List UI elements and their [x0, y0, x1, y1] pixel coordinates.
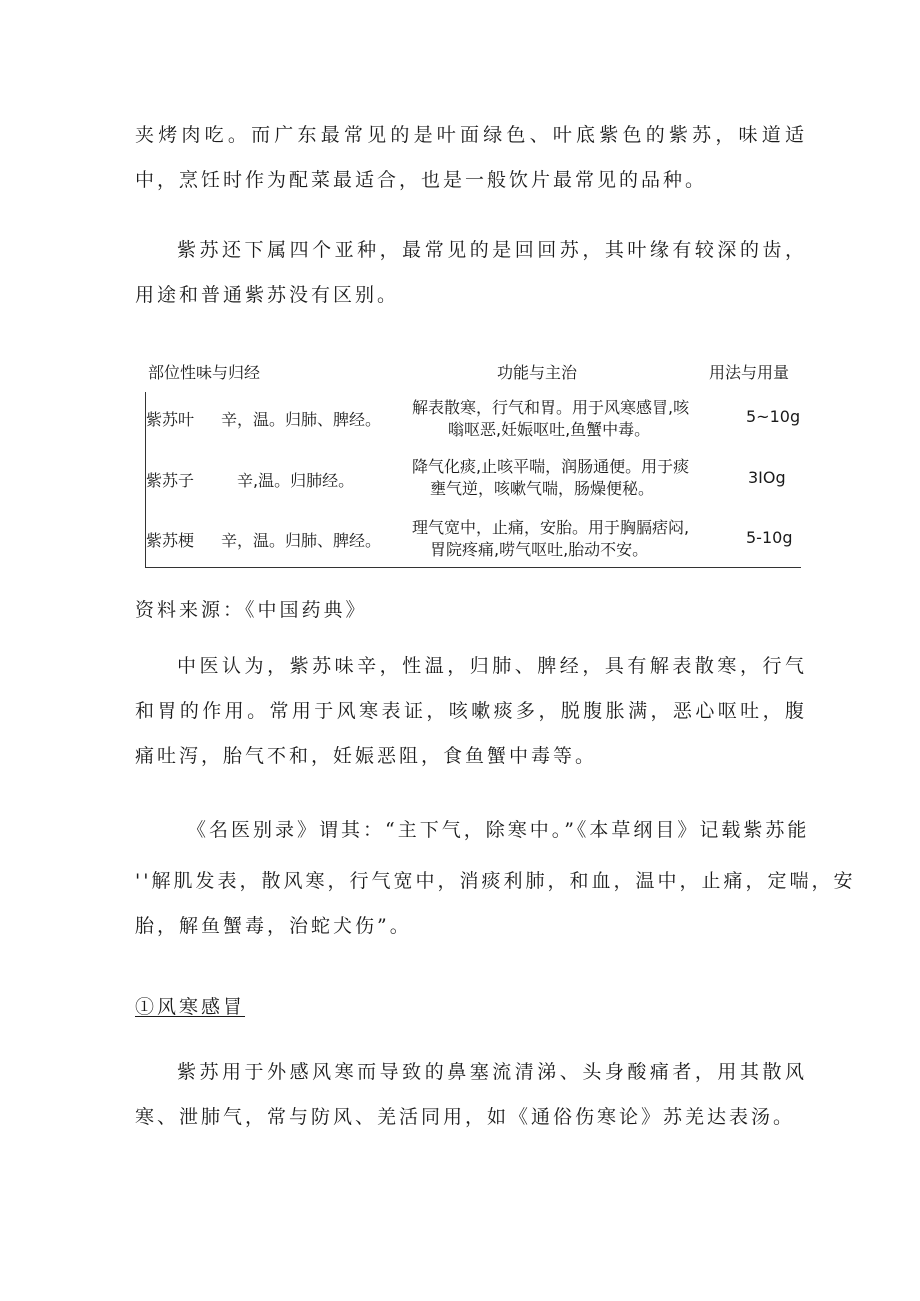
cell-function-line: 胃院疼痛,唠气呕吐,胎动不安。	[430, 540, 649, 559]
quote-line: 胎，解鱼蟹毒，治蛇犬伤”。	[135, 915, 412, 937]
table-header-part-taste: 部位性味与归经	[148, 363, 261, 382]
cell-function	[412, 397, 712, 441]
cell-function-line: 降气化痰,止咳平喘，润肠通便。用于痰	[412, 457, 690, 476]
table-header-usage: 用法与用量	[709, 363, 790, 382]
table-bottom-border	[145, 567, 801, 568]
quote-line: ''解肌发表，散风寒，行气宽中，消痰利肺，和血，温中，止痛，定喘，安	[135, 870, 856, 892]
body-paragraph: 紫苏还下属四个亚种，最常见的是回回苏，其叶缘有较深的齿，用途和普通紫苏没有区别。	[135, 239, 807, 306]
body-paragraph: 中医认为，紫苏味辛，性温，归肺、脾经，具有解表散寒，行气和胃的作用。常用于风寒表证，咳嗽痰多，脱腹胀满，恶心呕吐，腹痛吐泻，胎气不和，妊娠恶阻，食鱼蟹中毒等。	[135, 655, 807, 767]
cell-function-line: 壅气逆，咳嗽气喘，肠燥便秘。	[430, 479, 655, 498]
body-paragraph: 夹烤肉吃。而广东最常见的是叶面绿色、叶底紫色的紫苏，味道适中，烹饪时作为配菜最适合，也是一般饮片最常见的品种。	[135, 124, 807, 191]
cell-function	[412, 456, 712, 500]
cell-function-line: 嗡呕恶,妊娠呕吐,鱼蟹中毒。	[448, 420, 651, 439]
cell-function-line: 理气宽中，止痛，安胎。用于胸膈痞闷,	[412, 518, 690, 537]
table-header-function: 功能与主治	[497, 363, 578, 382]
cell-taste: 辛，温。归肺、脾经。	[221, 410, 382, 429]
cell-usage: 5-10g	[746, 528, 793, 547]
cell-function	[412, 517, 712, 561]
body-paragraph: 紫苏用于外感风寒而导致的鼻塞流清涕、头身酸痛者，用其散风寒、泄肺气，常与防风、羌活同用，如《通俗伤寒论》苏羌达表汤。	[135, 1061, 807, 1128]
cell-function-line: 解表散寒，行气和胃。用于风寒感冒,咳	[412, 398, 690, 417]
source-note: 资料来源：《中国药典》	[135, 599, 368, 621]
cell-part: 紫苏子	[146, 471, 195, 490]
cell-part: 紫苏梗	[146, 531, 195, 550]
cell-taste: 辛，温。归肺、脾经。	[221, 531, 382, 550]
cell-usage: 5~10g	[746, 407, 801, 426]
section-heading: ①风寒感冒	[135, 996, 246, 1018]
cell-part: 紫苏叶	[146, 410, 195, 429]
quote-line: 《名医别录》谓其：“主下气，除寒中。”《本草纲目》记载紫苏能	[187, 819, 810, 841]
cell-taste: 辛,温。归肺经。	[237, 471, 355, 490]
cell-usage: 3IOg	[748, 468, 786, 487]
